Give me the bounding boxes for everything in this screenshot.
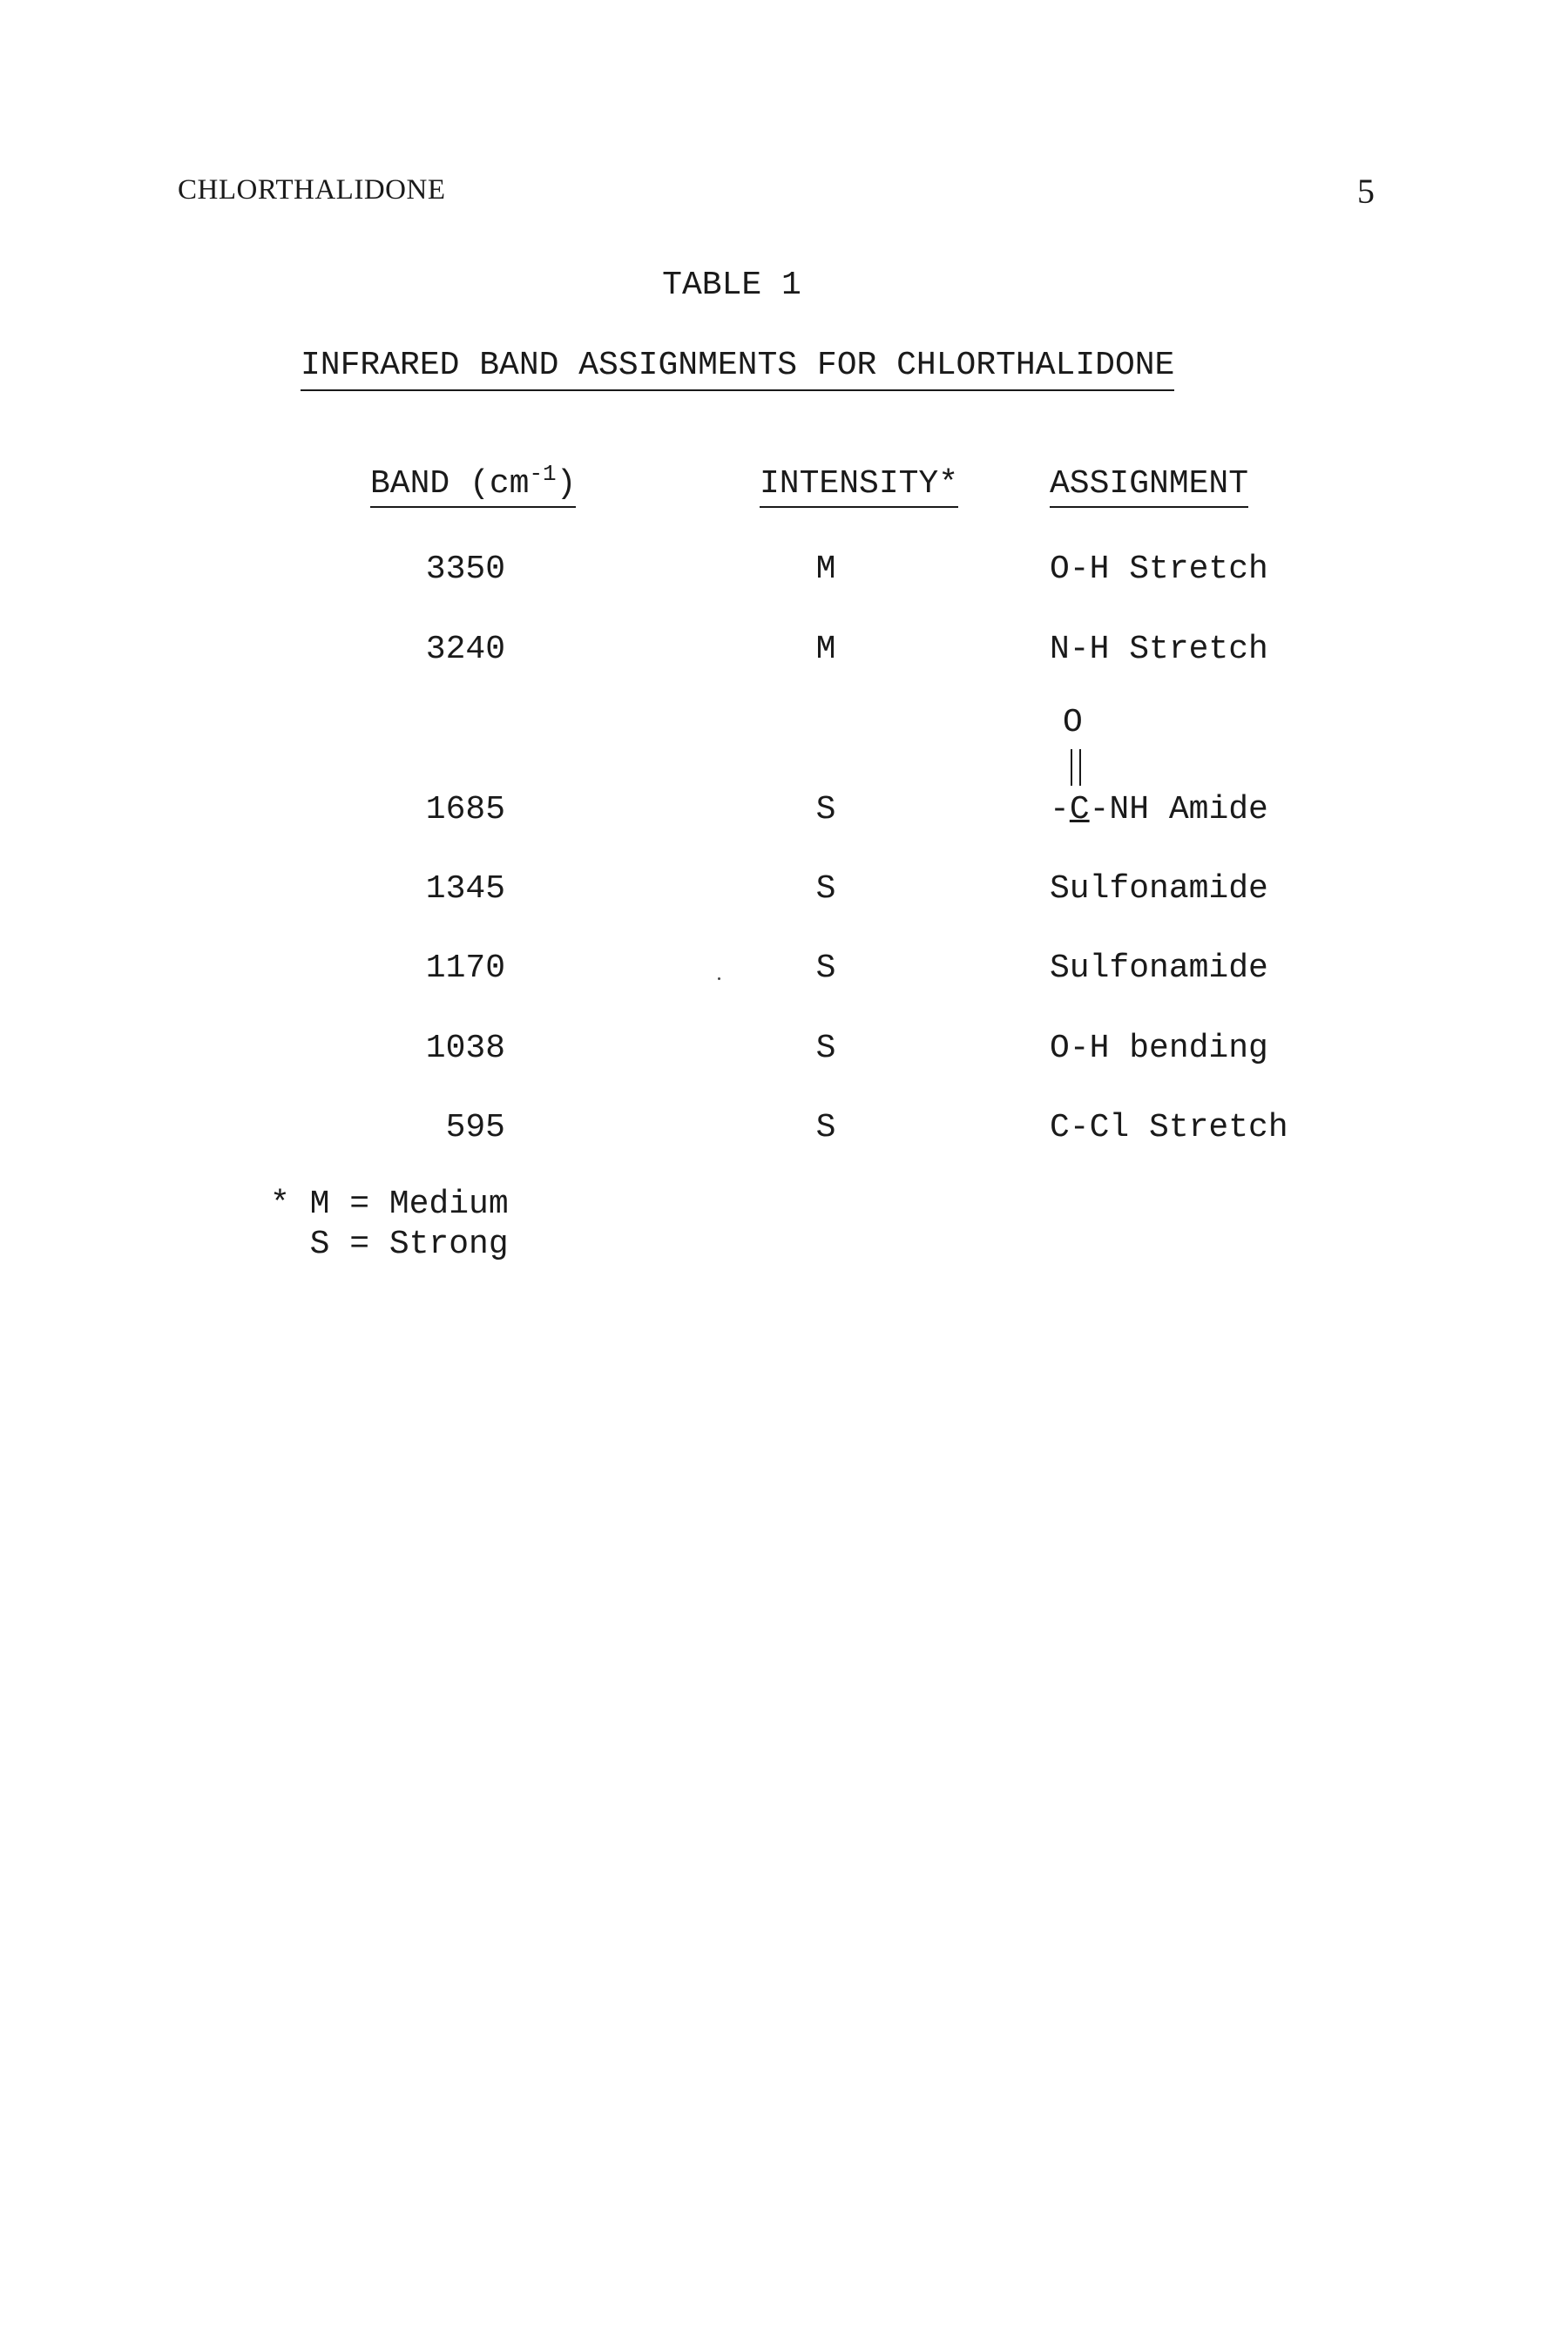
table-row [0, 870, 1568, 910]
band-value: 3350 [425, 551, 505, 588]
table-caption: INFRARED BAND ASSIGNMENTS FOR CHLORTHALIDONE [301, 347, 1174, 391]
amide-rest: -NH Amide [1089, 791, 1268, 828]
assignment-value: O-H bending [1050, 1030, 1268, 1067]
footnote-medium: * M = Medium [270, 1186, 509, 1223]
band-value: 1170 [425, 950, 505, 987]
table-row [0, 1030, 1568, 1070]
double-bond-icon [1071, 749, 1081, 786]
band-header-exponent: -1 [529, 461, 557, 487]
carbonyl-oxygen: O [1063, 704, 1083, 741]
column-header-intensity: INTENSITY* [760, 465, 958, 508]
band-value: 595 [445, 1109, 505, 1146]
amide-carbon: C [1069, 791, 1090, 828]
assignment-value [1050, 791, 1268, 828]
band-header-text: BAND (cm [370, 465, 530, 503]
intensity-value: S [815, 870, 836, 908]
table-row [0, 1109, 1568, 1149]
amide-dash: - [1050, 791, 1070, 828]
intensity-value: S [815, 791, 836, 828]
assignment-value: O-H Stretch [1050, 551, 1268, 588]
assignment-value: N-H Stretch [1050, 631, 1268, 668]
band-value: 3240 [425, 631, 505, 668]
column-header-band [370, 461, 577, 508]
intensity-value: S [815, 1109, 836, 1146]
band-value: 1685 [425, 791, 505, 828]
table-row [0, 551, 1568, 591]
carbonyl-structure [1063, 704, 1098, 782]
footnote-strong: S = Strong [270, 1226, 509, 1263]
table-row [0, 791, 1568, 831]
table-label: TABLE 1 [662, 267, 801, 304]
assignment-value: C-Cl Stretch [1050, 1109, 1288, 1146]
page-number: 5 [1357, 172, 1375, 211]
band-value: 1345 [425, 870, 505, 908]
footnote [270, 1185, 509, 1265]
band-header-close: ) [556, 465, 577, 503]
table-row [0, 950, 1568, 990]
assignment-value: Sulfonamide [1050, 870, 1268, 908]
intensity-value: M [815, 551, 836, 588]
assignment-value: Sulfonamide [1050, 950, 1268, 987]
band-value: 1038 [425, 1030, 505, 1067]
intensity-value: S [815, 1030, 836, 1067]
column-header-assignment: ASSIGNMENT [1050, 465, 1248, 508]
running-head: CHLORTHALIDONE [178, 174, 446, 206]
intensity-value: M [815, 631, 836, 668]
table-row [0, 631, 1568, 671]
intensity-value: S [815, 950, 836, 987]
scan-speck [718, 977, 720, 980]
